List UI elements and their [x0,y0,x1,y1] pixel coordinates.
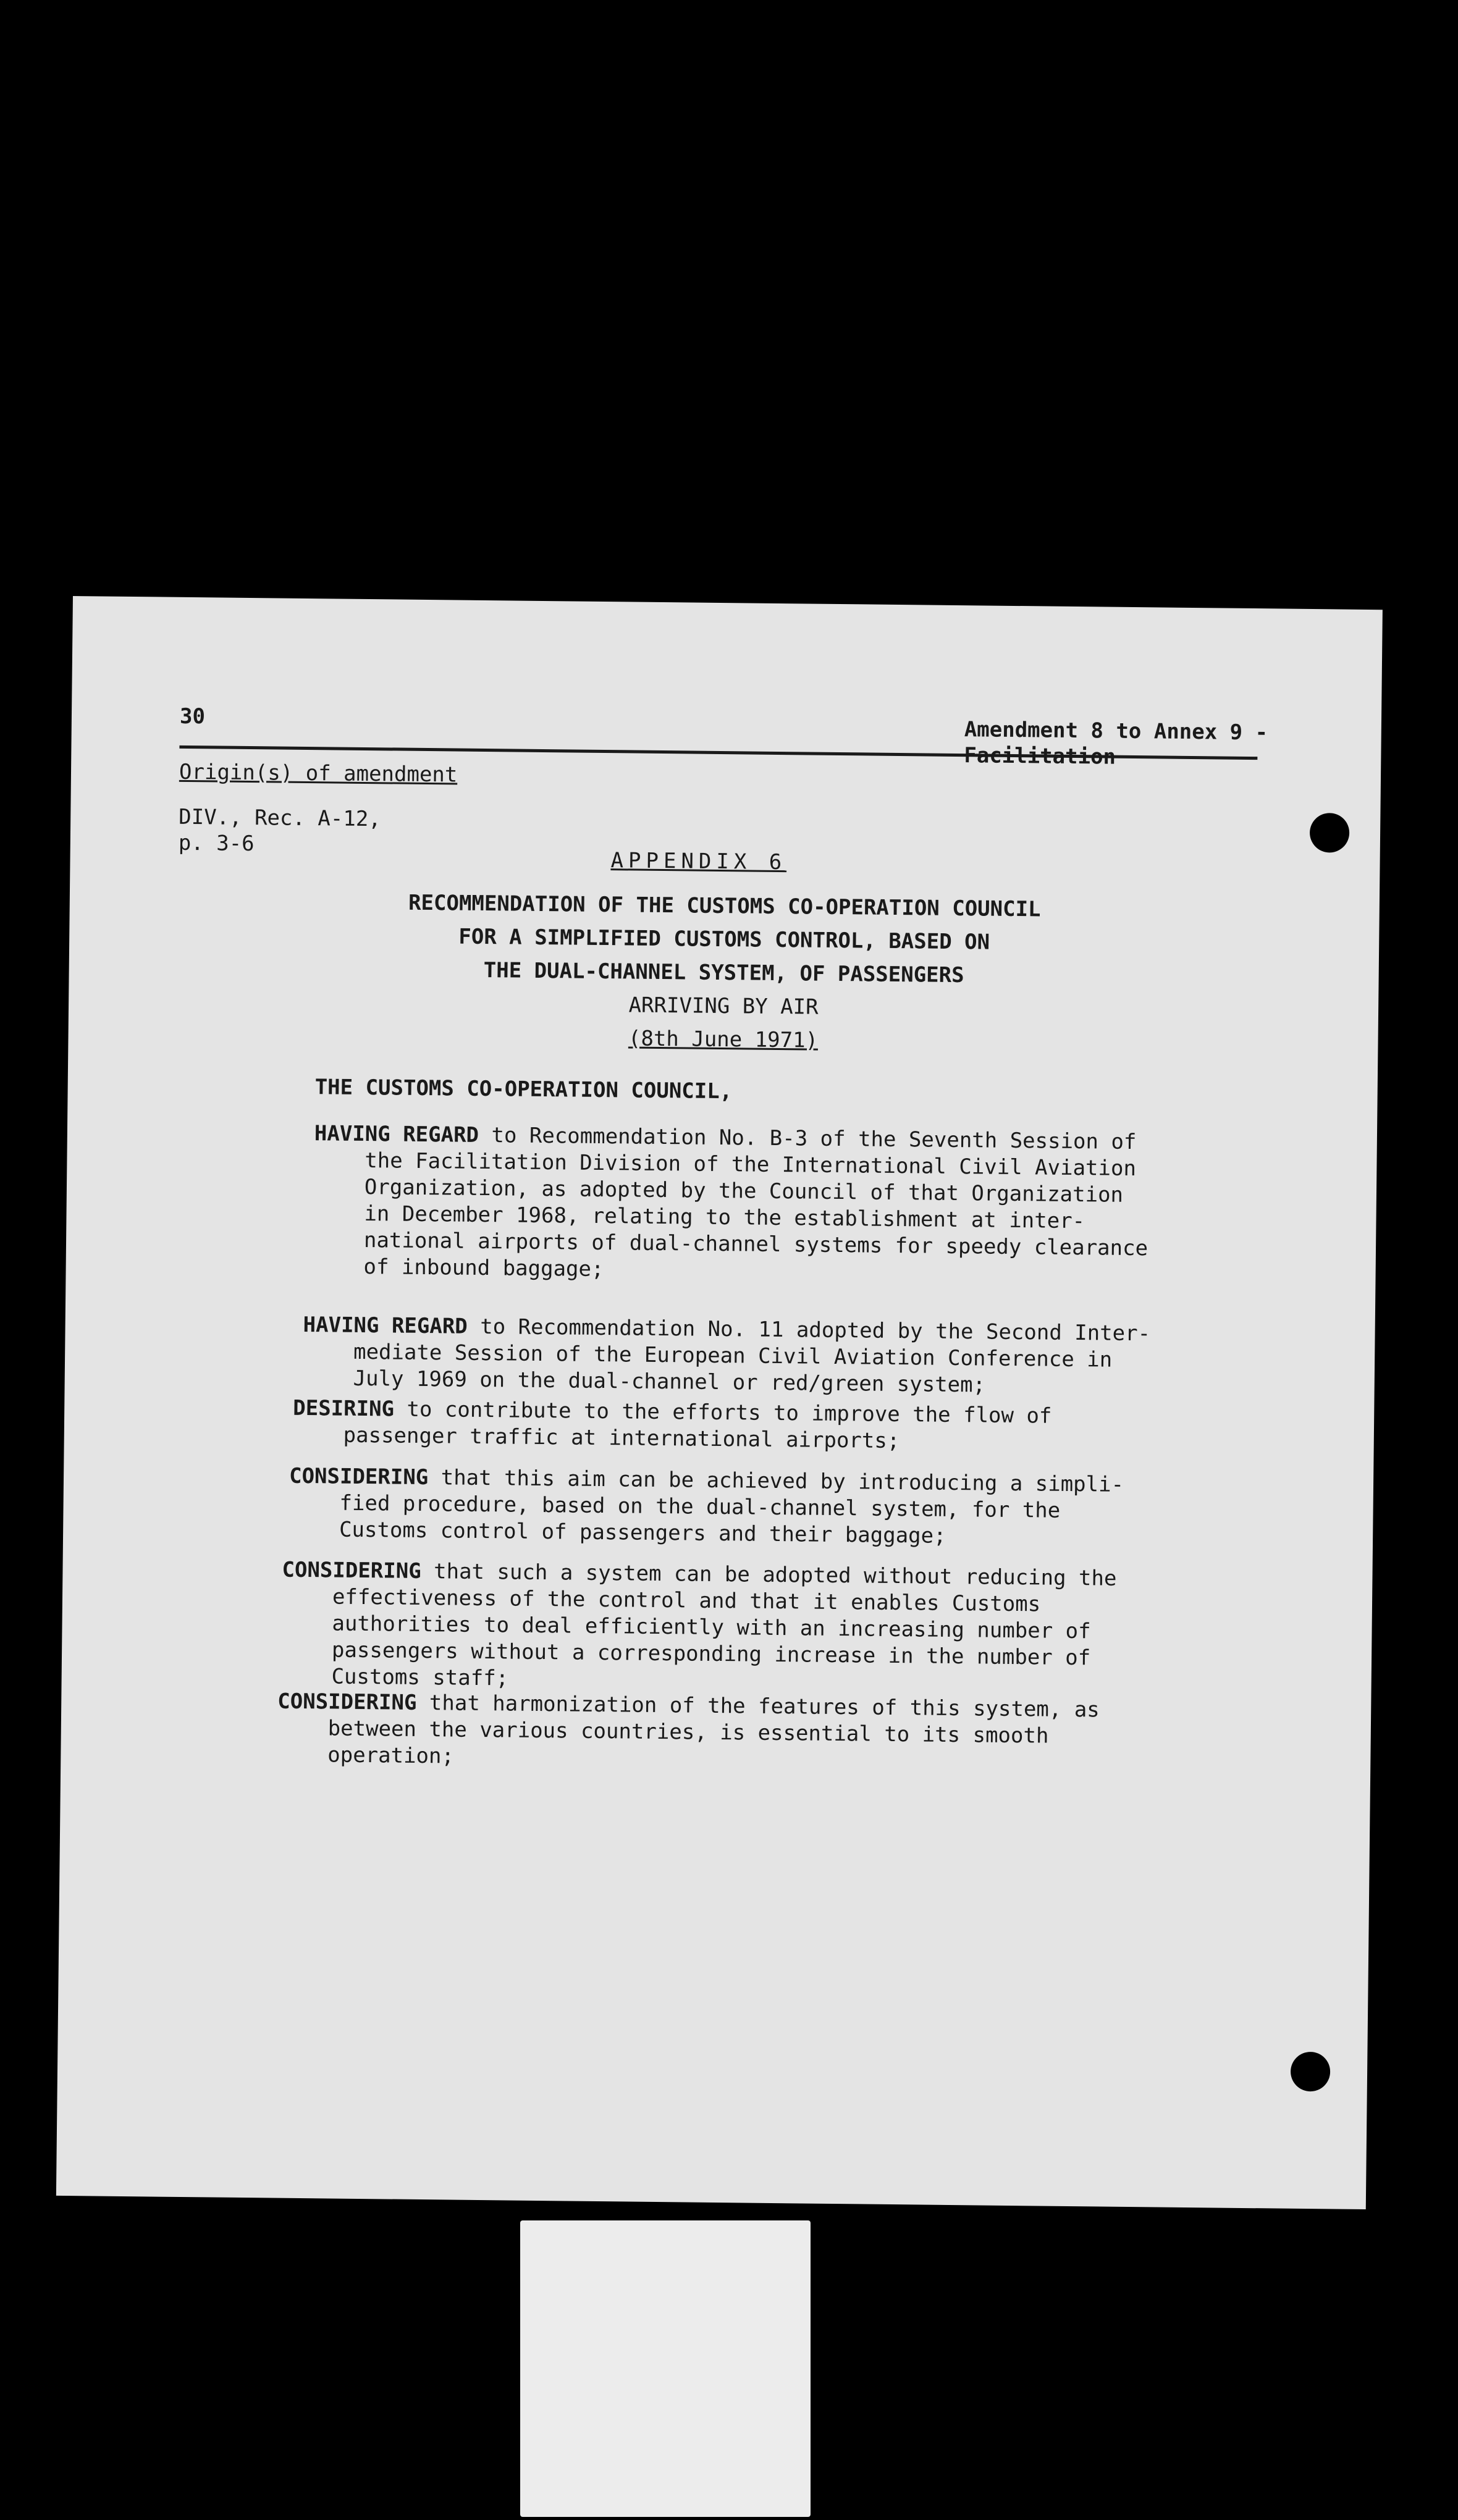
paragraph-5 [280,1557,1116,1699]
paragraph-3-lead: DESIRING [293,1395,395,1422]
page-number: 30 [179,704,206,729]
paragraph-6-text: that harmonization of the features of this system, as between the various countries, is essential to its smooth operation; [277,1690,1100,1769]
division-reference-line-2: p. 3-6 [178,830,255,857]
title-date: (8th June 1971) [628,1026,819,1053]
appendix-title: APPENDIX 6 [610,848,787,875]
division-reference-line-1: DIV., Rec. A-12, [179,804,381,832]
paragraph-3-text: to contribute to the efforts to improve the flow of passenger traffic at international airports; [292,1396,1052,1454]
title-line-3: THE DUAL-CHANNEL SYSTEM, OF PASSENGERS [483,957,964,988]
title-line-1: RECOMMENDATION OF THE CUSTOMS CO-OPERATION COUNCIL [408,890,1041,922]
origin-label: Origin(s) of amendment [179,759,458,788]
paragraph-3 [293,1395,1052,1456]
paragraph-5-text: that such a system can be adopted without reducing the effectiveness of the control and that it enables Customs authorities to deal efficiently with an increasing number of passengers without a corresponding increase in the number of Customs staff; [280,1558,1117,1691]
division-reference [179,804,381,858]
paragraph-1-text: to Recommendation No. B-3 of the Seventh Session of the Facilitation Division of the International Civil Aviation Organization, as adopted by the Council of that Organization in December 1968, relating to the establishment at inter- national airports of dual-channel systems for speedy clearance of inbound baggage; [313,1122,1148,1282]
paragraph-6 [277,1689,1100,1777]
paragraph-2 [303,1312,1151,1400]
paragraph-4 [289,1463,1124,1552]
paragraph-1-lead: HAVING REGARD [314,1121,479,1148]
paragraph-2-lead: HAVING REGARD [303,1312,468,1339]
punch-hole-top [1310,813,1350,853]
paragraph-4-text: that this aim can be achieved by introducing a simpli- fied procedure, based on the dual-channel system, for the Customs control of passengers and their baggage; [288,1465,1124,1548]
title-line-2: FOR A SIMPLIFIED CUSTOMS CONTROL, BASED ON [458,924,990,955]
document-page [56,596,1383,2209]
council-heading: THE CUSTOMS CO-OPERATION COUNCIL, [314,1075,733,1104]
paragraph-6-lead: CONSIDERING [277,1689,417,1715]
paragraph-1 [313,1120,1149,1288]
blank-slip [520,2220,811,2517]
paragraph-5-lead: CONSIDERING [282,1557,421,1584]
punch-hole-bottom [1291,2052,1331,2092]
paragraph-2-text: to Recommendation No. 11 adopted by the Second Inter- mediate Session of the European Civil Aviation Conference in July 1969 on the dual-channel or red/green system; [302,1314,1151,1398]
paragraph-4-lead: CONSIDERING [289,1463,429,1490]
amendment-header [964,716,1268,771]
amendment-line-1: Amendment 8 to Annex 9 - [964,717,1268,746]
title-line-4: ARRIVING BY AIR [628,993,819,1020]
